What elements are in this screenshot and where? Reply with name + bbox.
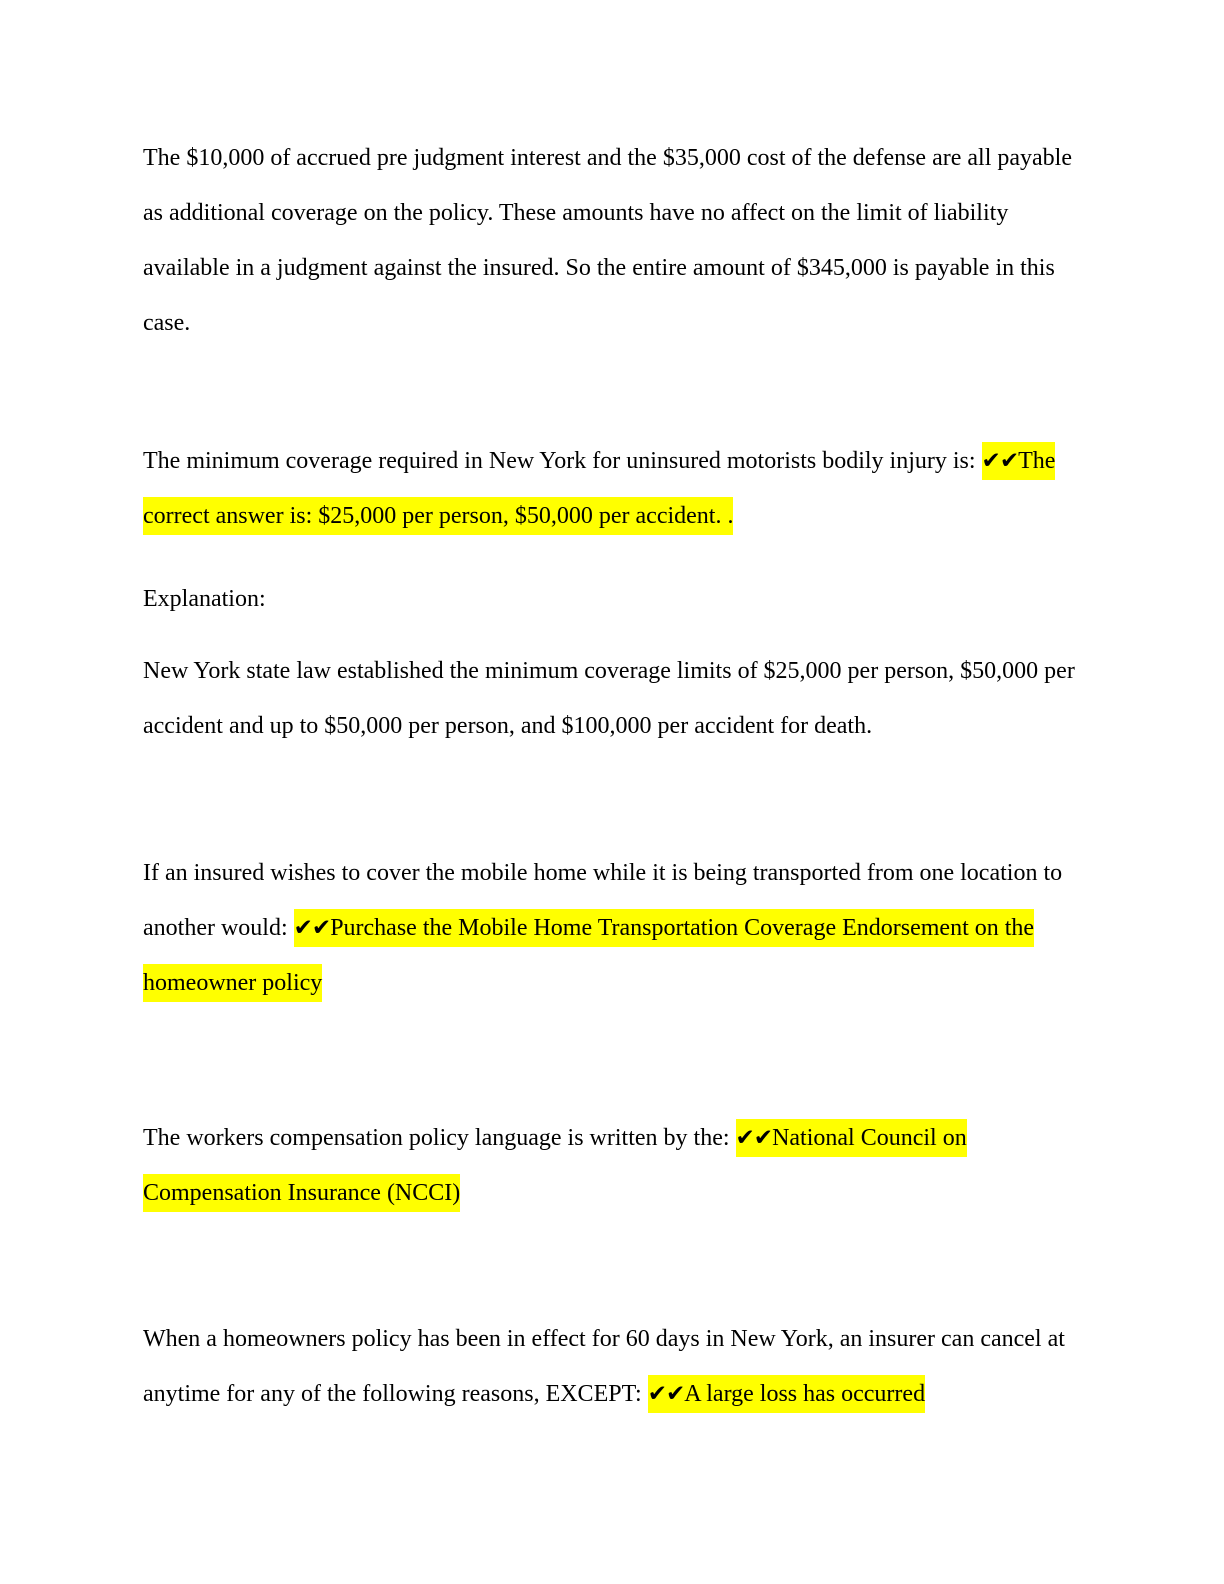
highlighted-answer-text: Purchase the Mobile Home Transportation Coverage Endorsement on the homeowner policy xyxy=(143,909,1034,1002)
double-checkmark-icon: ✔✔ xyxy=(294,909,331,947)
document-content xyxy=(143,131,1080,1422)
question-mobile-home-transport xyxy=(143,846,1080,1011)
question-workers-compensation xyxy=(143,1111,1080,1221)
explanation-paragraph xyxy=(143,644,1080,754)
paragraph-text: Explanation: xyxy=(143,586,266,612)
double-checkmark-icon: ✔✔ xyxy=(648,1375,685,1413)
highlighted-answer-text: A large loss has occurred xyxy=(684,1375,925,1413)
highlighted-answer-text: The correct answer is: $25,000 per person, $50,000 per accident. . xyxy=(143,442,1055,535)
paragraph-text: New York state law established the minimum coverage limits of $25,000 per person, $50,000 per accident and up to $50,000 per person, and $100,000 per accident for death. xyxy=(143,658,1075,739)
question-uninsured-motorists xyxy=(143,434,1080,544)
paragraph-text: When a homeowners policy has been in effect for 60 days in New York, an insurer can cancel at anytime for any of the following reasons, EXCEPT: xyxy=(143,1326,1065,1407)
paragraph-text: The minimum coverage required in New York for uninsured motorists bodily injury is: xyxy=(143,448,982,474)
double-checkmark-icon: ✔✔ xyxy=(736,1119,773,1157)
paragraph-text: If an insured wishes to cover the mobile home while it is being transported from one location to another would: xyxy=(143,860,1063,941)
case-conclusion-paragraph xyxy=(143,131,1080,351)
question-homeowners-cancellation xyxy=(143,1312,1080,1422)
paragraph-text: The $10,000 of accrued pre judgment interest and the $35,000 cost of the defense are all payable as additional coverage on the policy. These amounts have no affect on the limit of liability available in a judgment against the insured. So the entire amount of $345,000 is payable in this case. xyxy=(143,145,1072,336)
paragraph-text: The workers compensation policy language is written by the: xyxy=(143,1125,736,1151)
double-checkmark-icon: ✔✔ xyxy=(982,442,1019,480)
highlighted-answer-text: National Council on Compensation Insurance (NCCI) xyxy=(143,1119,967,1212)
explanation-label xyxy=(143,572,1080,627)
